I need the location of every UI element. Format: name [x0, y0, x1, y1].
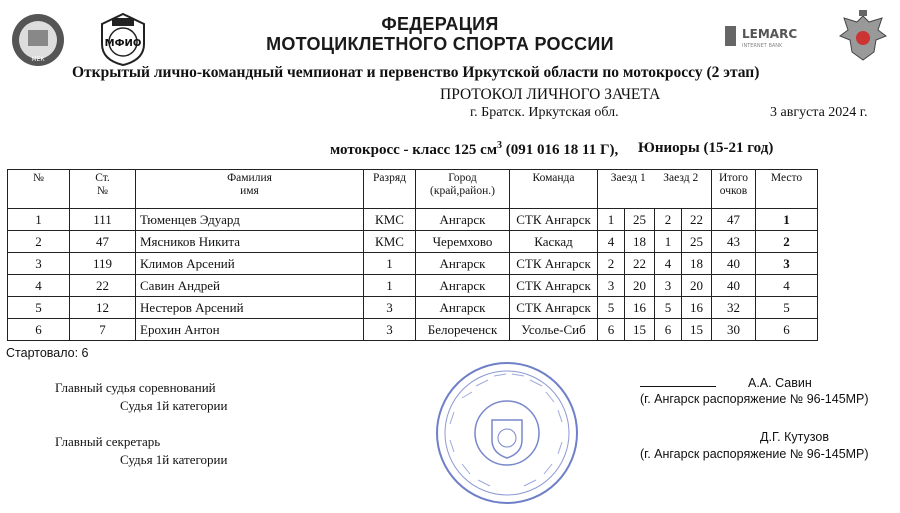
- class-description: мотокросс - класс 125 $см^3$ (091 016 18 11 Г),: [330, 140, 619, 158]
- svg-text:МФИО: МФИО: [104, 38, 142, 49]
- col-city: Город (край,район.): [416, 170, 510, 209]
- chief-judge-name: А.А. Савин: [748, 376, 812, 390]
- col-total: Итого очков: [712, 170, 756, 209]
- chief-secretary-category: Судья 1й категории: [120, 452, 228, 467]
- age-category: Юниоры (15-21 год): [638, 140, 774, 156]
- table-row: 2 47 Мясников Никита КМС Черемхово Каскад 4 18 1 25 43 2: [8, 231, 818, 253]
- svg-text:LEMARC: LEMARC: [742, 27, 798, 41]
- svg-text:INTERNET BANK: INTERNET BANK: [742, 43, 783, 49]
- chief-secretary-order: (г. Ангарск распоряжение № 96-145МР): [640, 447, 869, 461]
- federation-seal-logo: [10, 12, 66, 73]
- svg-text:МЕК: МЕК: [31, 56, 45, 63]
- federation-title: ФЕДЕРАЦИЯ МОТОЦИКЛЕТНОГО СПОРТА РОССИИ: [266, 14, 614, 54]
- chief-secretary-title: Главный секретарь: [55, 434, 161, 449]
- russia-eagle-emblem: [834, 8, 892, 71]
- protocol-title: ПРОТОКОЛ ЛИЧНОГО ЗАЧЕТА: [440, 86, 661, 103]
- table-row: 4 22 Савин Андрей 1 Ангарск СТК Ангарск 3 20 3 20 40 4: [8, 275, 818, 297]
- col-rank: Разряд: [364, 170, 416, 209]
- table-row: 5 12 Нестеров Арсений 3 Ангарск СТК Ангарск 5 16 5 16 32 5: [8, 297, 818, 319]
- results-table: [7, 169, 818, 341]
- lemarc-logo: [722, 22, 818, 55]
- official-stamp: [432, 358, 582, 513]
- col-num: №: [8, 170, 70, 209]
- col-place: Место: [756, 170, 818, 209]
- chief-secretary-name: Д.Г. Кутузов: [760, 430, 829, 444]
- col-team: Команда: [510, 170, 598, 209]
- table-row: 1 111 Тюменцев Эдуард КМС Ангарск СТК Ангарск 1 25 2 22 47 1: [8, 209, 818, 231]
- started-count: Стартовало: 6: [6, 346, 89, 360]
- event-title: Открытый лично-командный чемпионат и первенство Иркутской области по мотокроссу (2 этап): [72, 64, 760, 81]
- chief-judge-order: (г. Ангарск распоряжение № 96-145МР): [640, 392, 869, 406]
- table-header-row: [8, 170, 818, 209]
- table-row: 6 7 Ерохин Антон 3 Белореченск Усолье-Сиб 6 15 6 15 30 6: [8, 319, 818, 341]
- col-name: Фамилия имя: [136, 170, 364, 209]
- chief-judge-title: Главный судья соревнований: [55, 380, 216, 395]
- event-date: 3 августа 2024 г.: [770, 105, 868, 120]
- col-start-no: Ст. №: [70, 170, 136, 209]
- signature-line: [640, 386, 716, 387]
- event-location: г. Братск. Иркутская обл.: [470, 105, 619, 120]
- chief-judge-category: Судья 1й категории: [120, 398, 228, 413]
- table-row: 3 119 Климов Арсений 1 Ангарск СТК Ангарск 2 22 4 18 40 3: [8, 253, 818, 275]
- col-heats: Заезд 1 Заезд 2: [598, 170, 712, 209]
